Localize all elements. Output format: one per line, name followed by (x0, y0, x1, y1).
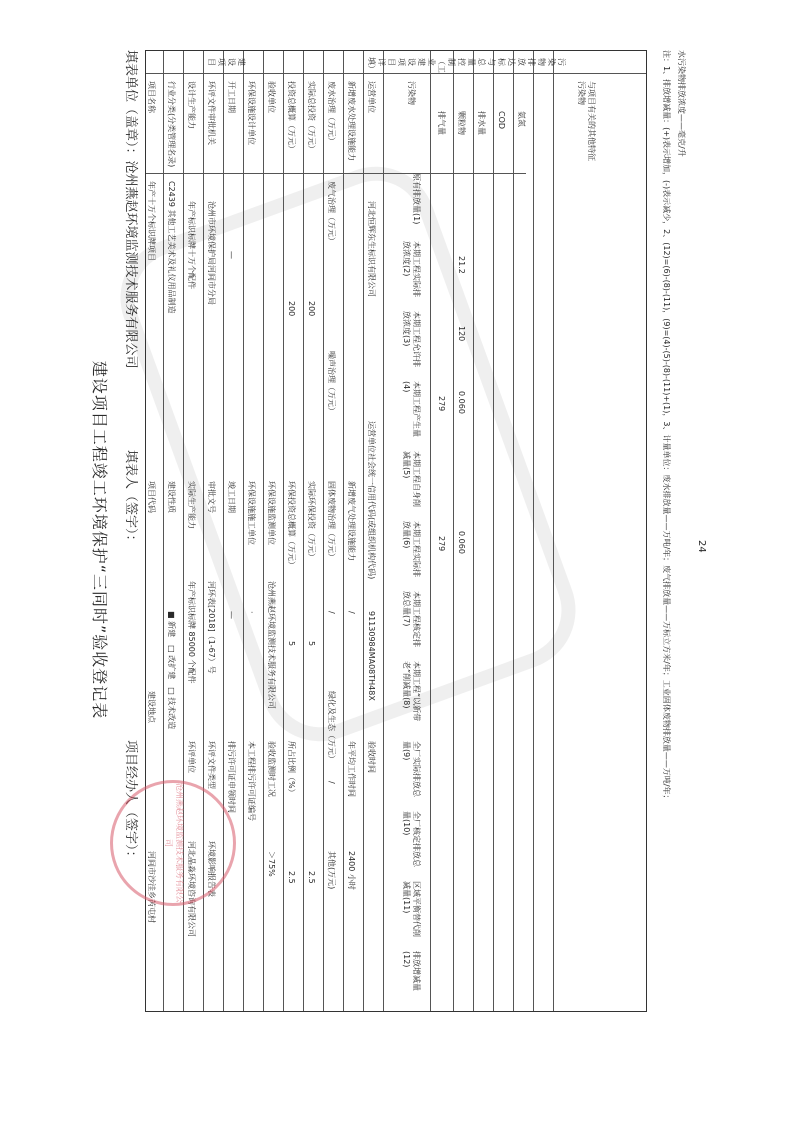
label-approval: 环评文件审批机关 (207, 81, 216, 145)
company-seal (110, 780, 236, 906)
label-start: 开工日期 (227, 81, 236, 113)
pollutant-c6: 279 (437, 536, 446, 552)
label-water: 废水治理（万元） (327, 81, 336, 145)
seal-text: 沧州燕赵环境监测技术服务有限公司 (164, 783, 184, 903)
pollutant-name: 氨氮 (517, 111, 526, 127)
label-accept-unit: 验收单位 (267, 81, 276, 113)
value-actual-cap: 年产标识标牌 85000 个配件 (187, 581, 196, 684)
value-design-cap: 年产标识标牌十万个配件 (187, 201, 196, 289)
side-label-build: 建设项目 (207, 58, 246, 66)
ph-pollutant: 污染物 (407, 81, 416, 105)
value-project-name: 年产十万个标识牌项目 (147, 181, 156, 261)
label-eia-type: 环评文件类型 (207, 741, 216, 789)
value-hours: 2400 小时 (347, 851, 356, 890)
label-act-env: 实际环保投资（万元） (307, 481, 316, 561)
label-nature: 建设性质 (167, 481, 176, 513)
label-permit-time: 排污许可证申领时间 (227, 741, 236, 813)
label-ratio: 所占比例（%） (287, 741, 296, 797)
label-accept-time: 验收时间 (367, 741, 376, 773)
value-approval: 沧州市环境保护局河间市分局 (207, 201, 216, 305)
label-new-gas: 新增废气处理设施能力 (347, 481, 356, 561)
value-ratio2: 2.5 (307, 871, 316, 884)
value-start: — (227, 251, 236, 259)
label-permit-no: 本工程排污许可证编号 (247, 741, 256, 821)
value-cond: ＞75% (267, 851, 276, 877)
pollutant-c2: 21.2 (457, 256, 466, 274)
value-ratio: 2.5 (287, 871, 296, 884)
side-label-pollution: 污染物排放达标与总量控制（工业建设项目详填） (367, 57, 566, 73)
value-eia-type: 环境影响报告表 (207, 841, 216, 897)
value-site: 河间市沙洼乡芮屯村 (147, 851, 156, 923)
label-solid: 固体废物治理（万元） (327, 481, 336, 561)
label-approval-no: 审批文号 (207, 481, 216, 513)
value-monitor: 沧州燕赵环境监测技术服务有限公司 (267, 581, 276, 709)
value-env-build: · (247, 611, 256, 614)
value-act-inv: 200 (307, 301, 316, 317)
label-new-water: 新增废水处理设施能力 (347, 81, 356, 161)
value-inv: 200 (287, 301, 296, 317)
pollutant-name: 排水量 (477, 111, 486, 135)
ph-2: 本期工程实际排放浓度(2) (402, 241, 421, 297)
label-green: 绿化及生态（万元） (327, 691, 336, 763)
header-filler: 填表人（签字）： (123, 450, 138, 548)
label-actual-cap: 实际生产能力 (187, 481, 196, 529)
label-site: 建设地点 (147, 691, 156, 723)
value-industry: C2439 其他工艺美术及礼仪用品制造 (167, 181, 176, 314)
ph-6: 本期工程实际排放量(6) (402, 521, 421, 577)
value-nature: ■ 新建 □ 改扩建 □ 技术改造 (167, 611, 176, 730)
label-env-inv: 环保投资总概算（万元） (287, 481, 296, 569)
label-gas: 废气治理（万元） (327, 181, 336, 245)
label-operator: 运营单位 (367, 81, 376, 113)
ph-10: 全厂核定排放总量(10) (402, 811, 421, 867)
pollutant-c6: 0.060 (457, 531, 466, 554)
ph-5: 本期工程自身削减量(5) (402, 451, 421, 507)
value-solid: / (327, 611, 336, 614)
value-operator: 河北恒辉东生标识有限公司 (367, 201, 376, 297)
ph-11: 区域平衡替代削减量(11) (402, 881, 421, 937)
header-unit: 填表单位（盖章）：沧州燕赵环境监测技术服务有限公司 (123, 50, 138, 369)
label-eia-unit: 环评单位 (187, 741, 196, 773)
label-finish: 竣工日期 (227, 481, 236, 513)
ph-8: 本期工程“以新带老”削减量(8) (402, 661, 421, 722)
pollutant-c4: 0.060 (457, 391, 466, 414)
pollutant-name: 排气量 (437, 111, 446, 135)
value-act-env: 5 (307, 641, 316, 647)
pollutant-c3: 120 (457, 326, 466, 342)
pollutant-name: COD (497, 111, 506, 130)
label-env-build: 环保设施施工单位 (247, 481, 256, 545)
label-project-name: 项目名称 (147, 81, 156, 113)
label-cond: 验收监测时工况 (267, 741, 276, 797)
pollutant-name: 颗粒物 (457, 111, 466, 135)
value-green: / (327, 781, 336, 784)
value-new-gas: / (347, 611, 356, 614)
label-noise: 噪声治理（万元） (327, 351, 336, 415)
value-env-inv: 5 (287, 641, 296, 647)
value-credit: 91130984MA08TH48X (367, 611, 376, 701)
label-industry: 行业分类(分类管理名录) (167, 81, 176, 168)
label-project-code: 项目代码 (147, 481, 156, 513)
value-eia-unit: 河北晶淼环境咨询有限公司 (187, 841, 196, 937)
ph-3: 本期工程允许排放浓度(3) (402, 311, 421, 367)
label-other: 其他(万元) (327, 851, 336, 890)
note-2: 水污染物排放浓度——毫克/升 (677, 50, 686, 157)
ph-4: 本期工程产生量(4) (402, 381, 421, 437)
value-finish: — (227, 611, 236, 619)
header-handler: 项目经办人（签字）： (123, 740, 138, 864)
ph-9: 全厂实际排放总量(9) (402, 741, 421, 797)
label-monitor: 环保设施监测单位 (267, 481, 276, 545)
page-number: 24 (696, 540, 707, 553)
ph-1: 原有排放量(1) (412, 173, 421, 225)
label-inv: 投资总概算（万元） (287, 81, 296, 153)
ph-7: 本期工程核定排放总量(7) (402, 591, 421, 647)
note-1: 注：1、排放增减量：(+)表示增加，(-)表示减少，2、(12)=(6)-(8)-(11)，(9)=(4)-(5)-(8)-(11)+(1)，3、计量单位：废水排放量——万吨/年；废气排放量——万标立方米/年；工业固体废物排放量——万吨/年； (662, 50, 671, 803)
label-other-pollutants: 与项目有关的其他特征污染物 (577, 81, 596, 161)
label-hours: 年平均工作时间 (347, 741, 356, 797)
label-act-inv: 实际总投资（万元） (307, 81, 316, 153)
label-credit: 运营单位社会统一信用代码(或组织机构代码) (367, 421, 376, 580)
form-title: 建设项目工程竣工环境保护“三同时”验收登记表 (90, 360, 109, 720)
label-design-cap: 设计生产能力 (187, 81, 196, 129)
pollutant-c4: 279 (437, 396, 446, 412)
ph-12: 排放增减量(12) (402, 951, 421, 991)
label-env-design: 环保设施设计单位 (247, 81, 256, 145)
value-approval-no: 河环表[2018]（1-67）号 (207, 581, 216, 674)
